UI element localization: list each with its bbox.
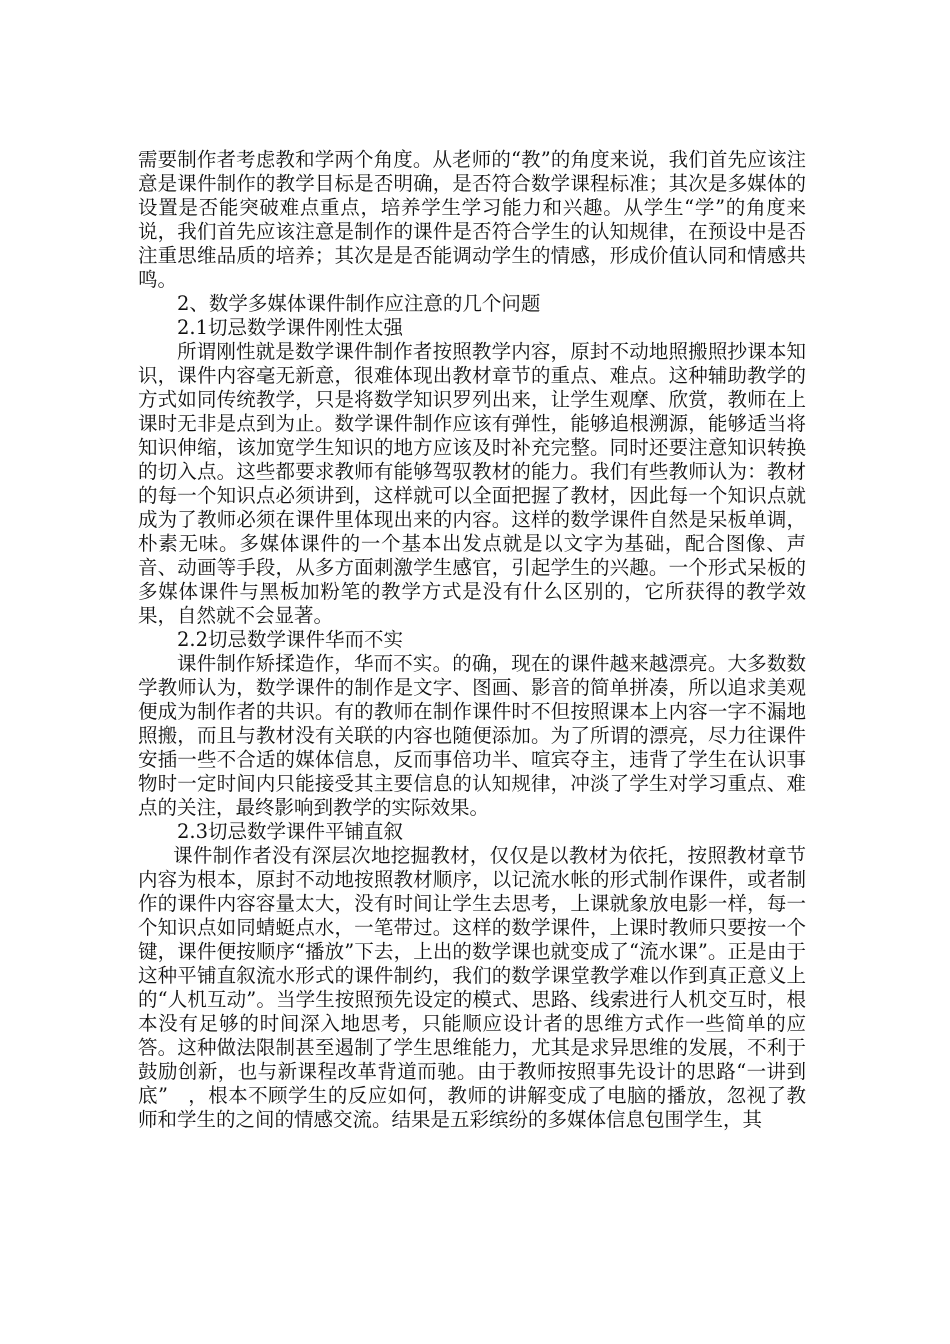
section-2-2-paragraph: 课件制作矫揉造作，华而不实。的确，现在的课件越来越漂亮。大多数数学教师认为，数学课件的制作是文字、图画、影音的简单拼凑，所以追求美观便成为制作者的共识。有的教师在制作课件时不但按照课本上内容一字不漏地照搬，而且与教材没有关联的内容也随便添加。为了所谓的漂亮，尽力往课件安插一些不合适的媒体信息，反而事倍功半、喧宾夺主，违背了学生在认识事物时一定时间内只能接受其主要信息的认知规律，冲淡了学生对学习重点、难点的关注，最终影响到教学的实际效果。 [138, 652, 806, 819]
section-2-heading: 2、数学多媒体课件制作应注意的几个问题 [177, 292, 541, 315]
section-2-3-paragraph: 课件制作者没有深层次地挖掘教材，仅仅是以教材为依托，按照教材章节内容为根本，原封不动地按照教材顺序，以记流水帐的形式制作课件，或者制作的课件内容容量太大，没有时间让学生去思考，上课就象放电影一样，每一个知识点如同蜻蜓点水，一笔带过。这样的数学课件，上课时教师只要按一个键，课件便按顺序“播放”下去，上出的数学课也就变成了“流水课”。正是由于这种平铺直叙流水形式的课件制约，我们的数学课堂教学难以作到真正意义上的“人机互动”。当学生按照预先设定的模式、思路、线索进行人机交互时，根本没有足够的时间深入地思考，只能顺应设计者的思维方式作一些简单的应答。这种做法限制甚至遏制了学生思维能力，尤其是求异思维的发展，不利于鼓励创新，也与新课程改革背道而驰。由于教师按照事先设计的思路“一讲到底” ，根本不顾学生的反应如何，教师的讲解变成了电脑的播放，忽视了教师和学生的之间的情感交流。结果是五彩缤纷的多媒体信息包围学生，其 [138, 844, 806, 1131]
section-2-1-paragraph: 所谓刚性就是数学课件制作者按照教学内容，原封不动地照搬照抄课本知识，课件内容毫无新意，很难体现出教材章节的重点、难点。这种辅助教学的方式如同传统教学，只是将数学知识罗列出来，让学生观摩、欣赏，教师在上课时无非是点到为止。数学课件制作应该有弹性，能够追根溯源，能够适当将知识伸缩，该加宽学生知识的地方应该及时补充完整。同时还要注意知识转换的切入点。这些都要求教师有能够驾驭教材的能力。我们有些教师认为：教材的每一个知识点必须讲到，这样就可以全面把握了教材，因此每一个知识点就成为了教师必须在课件里体现出来的内容。这样的数学课件自然是呆板单调，朴素无味。多媒体课件的一个基本出发点就是以文字为基础，配合图像、声音、动画等手段，从多方面刺激学生感官，引起学生的兴趣。一个形式呆板的多媒体课件与黑板加粉笔的教学方式是没有什么区别的，它所获得的教学效果，自然就不会显著。 [138, 340, 806, 627]
document-body [138, 148, 806, 1132]
section-2-1-heading: 2.1切忌数学课件刚性太强 [177, 316, 404, 339]
section-2-3-heading: 2.3切忌数学课件平铺直叙 [177, 820, 404, 843]
section-2-2-heading: 2.2切忌数学课件华而不实 [177, 628, 404, 651]
intro-paragraph: 需要制作者考虑教和学两个角度。从老师的“教”的角度来说，我们首先应该注意是课件制作的教学目标是否明确，是否符合数学课程标准；其次是多媒体的设置是否能突破难点重点，培养学生学习能力和兴趣。从学生“学”的角度来说，我们首先应该注意是制作的课件是否符合学生的认知规律，在预设中是否注重思维品质的培养；其次是是否能调动学生的情感，形成价值认同和情感共鸣。 [138, 148, 806, 291]
